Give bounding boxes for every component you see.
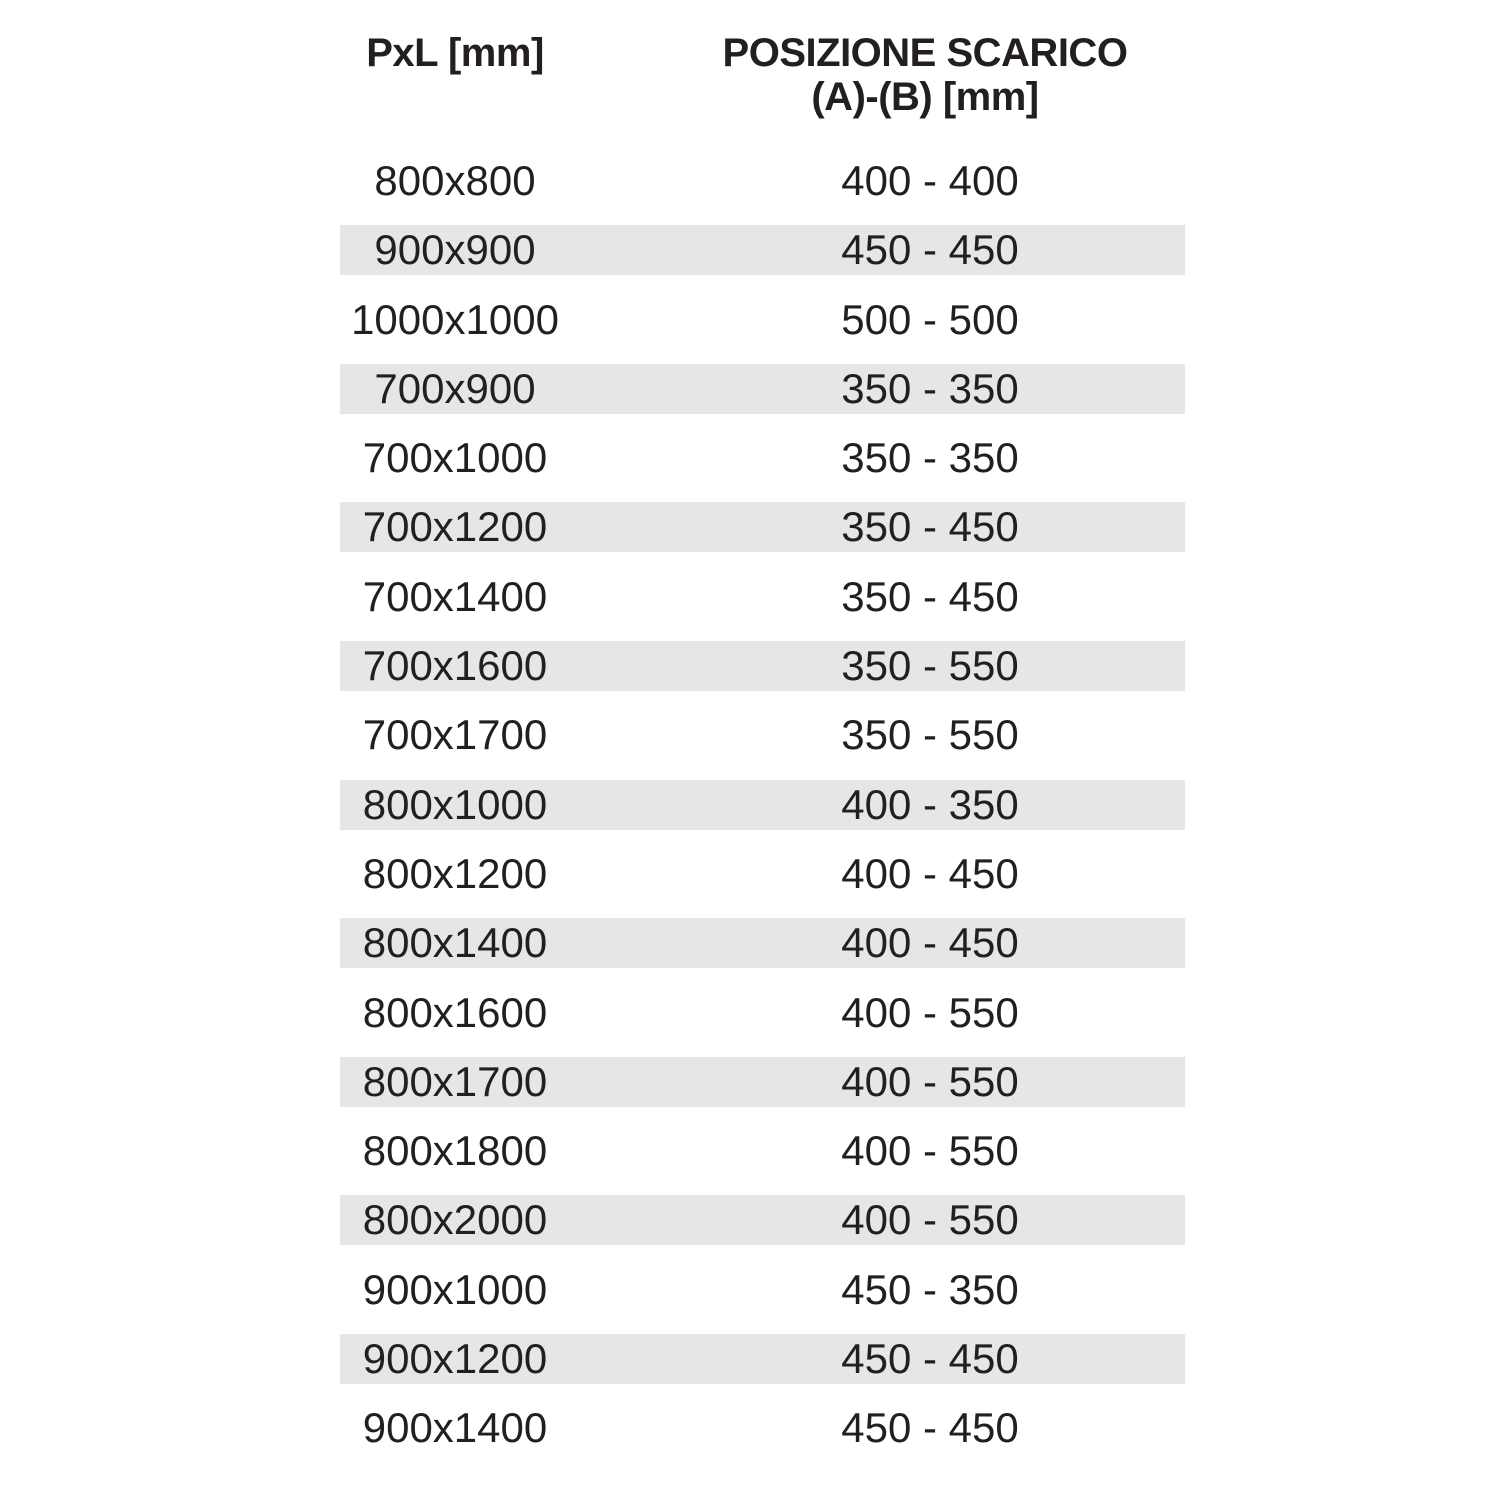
row-size: 700x1600 xyxy=(362,642,548,690)
row-position: 450 - 350 xyxy=(841,1265,1019,1313)
row-size: 800x1600 xyxy=(362,988,548,1036)
row-position: 450 - 450 xyxy=(841,1404,1019,1452)
table-row xyxy=(340,849,1185,899)
row-position: 400 - 550 xyxy=(841,1196,1019,1244)
row-size: 800x1400 xyxy=(362,919,548,967)
row-position: 500 - 500 xyxy=(841,295,1019,343)
table-row xyxy=(340,710,1185,760)
header-position-column xyxy=(695,31,1155,119)
row-size: 700x1000 xyxy=(362,434,548,482)
row-size: 900x1000 xyxy=(362,1265,548,1313)
row-position: 350 - 450 xyxy=(841,503,1019,551)
row-position: 350 - 350 xyxy=(841,364,1019,412)
row-position: 450 - 450 xyxy=(841,226,1019,274)
table-row xyxy=(340,918,1185,968)
row-position: 350 - 550 xyxy=(841,642,1019,690)
table-row xyxy=(340,780,1185,830)
row-position: 400 - 400 xyxy=(841,157,1019,204)
table-row xyxy=(340,1403,1185,1453)
header-position-line2: (A)-(B) [mm] xyxy=(811,75,1039,119)
row-position: 400 - 450 xyxy=(841,849,1019,897)
table-row xyxy=(340,156,1185,206)
table-row xyxy=(340,502,1185,552)
row-size: 800x800 xyxy=(374,157,536,204)
table-row xyxy=(340,364,1185,414)
row-size: 800x1700 xyxy=(362,1057,548,1105)
row-position: 350 - 450 xyxy=(841,572,1019,620)
row-position: 350 - 350 xyxy=(841,434,1019,482)
table-rows xyxy=(340,156,1185,1473)
table-row xyxy=(340,641,1185,691)
row-position: 400 - 550 xyxy=(841,1127,1019,1175)
row-size: 900x900 xyxy=(374,226,536,274)
table-row xyxy=(340,433,1185,483)
table-row xyxy=(340,1057,1185,1107)
table-row xyxy=(340,1334,1185,1384)
table-row xyxy=(340,1195,1185,1245)
row-size: 800x1200 xyxy=(362,849,548,897)
table-row xyxy=(340,295,1185,345)
row-size: 800x1800 xyxy=(362,1127,548,1175)
row-position: 400 - 450 xyxy=(841,919,1019,967)
row-position: 400 - 550 xyxy=(841,988,1019,1036)
row-position: 450 - 450 xyxy=(841,1335,1019,1383)
row-size: 700x1400 xyxy=(362,572,548,620)
table-row xyxy=(340,1126,1185,1176)
row-size: 1000x1000 xyxy=(351,295,559,343)
table-row xyxy=(340,988,1185,1038)
table-row xyxy=(340,225,1185,275)
header-size-column: PxL [mm] xyxy=(366,31,544,75)
row-size: 700x1200 xyxy=(362,503,548,551)
row-size: 800x2000 xyxy=(362,1196,548,1244)
table-row xyxy=(340,572,1185,622)
row-size: 800x1000 xyxy=(362,780,548,828)
row-size: 900x1200 xyxy=(362,1335,548,1383)
row-size: 900x1400 xyxy=(362,1404,548,1452)
row-size: 700x1700 xyxy=(362,711,548,759)
row-position: 350 - 550 xyxy=(841,711,1019,759)
row-position: 400 - 350 xyxy=(841,780,1019,828)
row-position: 400 - 550 xyxy=(841,1057,1019,1105)
row-size: 700x900 xyxy=(374,364,536,412)
table-row xyxy=(340,1265,1185,1315)
spec-table xyxy=(340,0,1185,1500)
header-position-line1: POSIZIONE SCARICO xyxy=(722,31,1128,75)
